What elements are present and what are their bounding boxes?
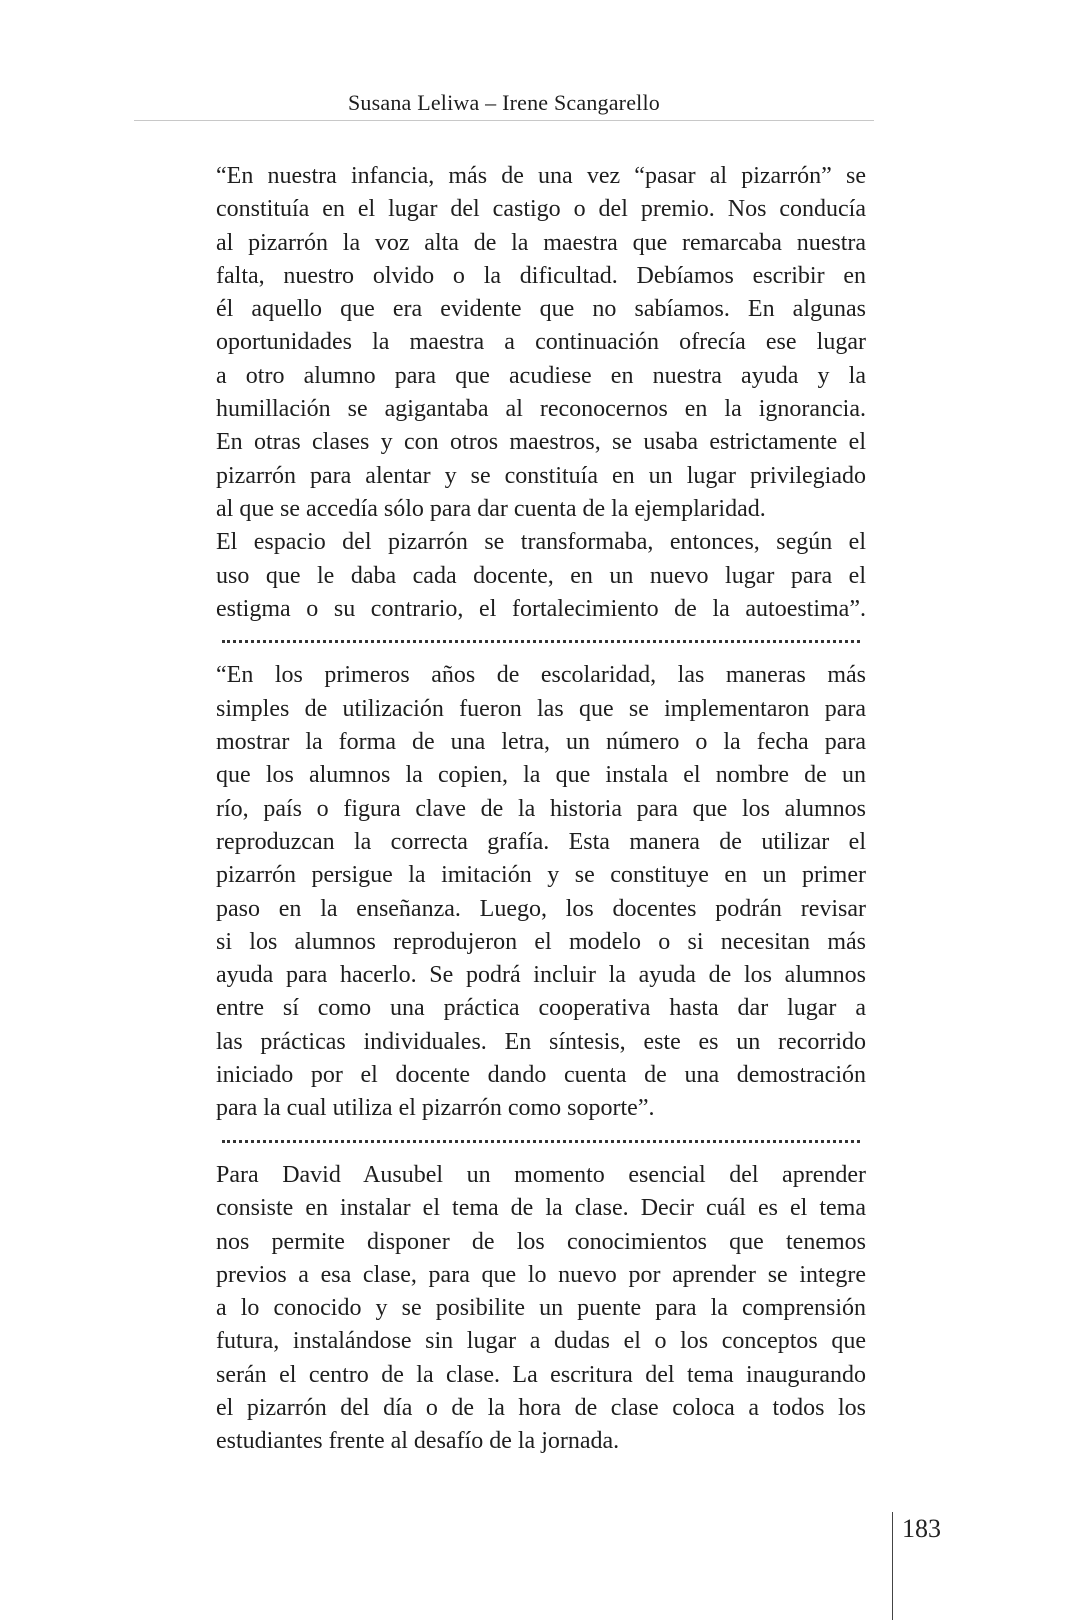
text-line: “En nuestra infancia, más de una vez “pasar al pizarrón” se xyxy=(216,163,866,189)
text-line: consiste en instalar el tema de la clase. Decir cuál es el tema xyxy=(216,1195,866,1222)
page-body xyxy=(216,160,866,1459)
text-line: El espacio del pizarrón se transformaba, entonces, según el xyxy=(216,529,866,556)
text-line: mostrar la forma de una letra, un número o la fecha para xyxy=(216,729,866,756)
page-number-rule xyxy=(892,1512,893,1620)
text-line: río, país o figura clave de la historia para que los alumnos xyxy=(216,795,866,822)
text-line: humillación se agigantaba al reconocernos en la ignorancia. xyxy=(216,396,866,423)
text-line: oportunidades la maestra a continuación ofrecía ese lugar xyxy=(216,329,866,356)
text-line: el pizarrón del día o de la hora de clase coloca a todos los xyxy=(216,1394,866,1421)
text-line: serán el centro de la clase. La escritura del tema inaugurando xyxy=(216,1361,866,1388)
text-line: al que se accedía sólo para dar cuenta de la ejemplaridad. xyxy=(216,495,766,522)
text-line: ayuda para hacerlo. Se podrá incluir la ayuda de los alumnos xyxy=(216,962,866,989)
quote-block-infancy xyxy=(216,160,866,626)
text-line: futura, instalándose sin lugar a dudas el o los conceptos que xyxy=(216,1328,866,1355)
text-line: falta, nuestro olvido o la dificultad. Debíamos escribir en xyxy=(216,262,866,289)
text-line: constituía en el lugar del castigo o del premio. Nos conducía xyxy=(216,196,866,223)
text-line: pizarrón para alentar y se constituía en un lugar privilegiado xyxy=(216,462,866,489)
text-line: pizarrón persigue la imitación y se constituye en un primer xyxy=(216,862,866,889)
text-line: estudiantes frente al desafío de la jornada. xyxy=(216,1428,620,1455)
dotted-rule xyxy=(222,1140,860,1143)
running-head-title: Susana Leliwa – Irene Scangarello xyxy=(347,90,661,115)
text-line: simples de utilización fueron las que se implementaron para xyxy=(216,695,866,722)
text-line: a otro alumno para que acudiese en nuestra ayuda y la xyxy=(216,362,866,389)
dotted-separator xyxy=(216,1126,866,1159)
text-line: paso en la enseñanza. Luego, los docentes podrán revisar xyxy=(216,895,866,922)
dotted-separator xyxy=(216,626,866,659)
dotted-rule xyxy=(222,640,860,643)
text-line: Para David Ausubel un momento esencial del aprender xyxy=(216,1161,866,1188)
paragraph-ausubel xyxy=(216,1159,866,1459)
text-line: él aquello que era evidente que no sabíamos. En algunas xyxy=(216,296,866,323)
text-line: reproduzcan la correcta grafía. Esta manera de utilizar el xyxy=(216,828,866,855)
text-line: entre sí como una práctica cooperativa hasta dar lugar a xyxy=(216,995,866,1022)
text-line: si los alumnos reprodujeron el modelo o si necesitan más xyxy=(216,928,866,955)
text-line: iniciado por el docente dando cuenta de una demostración xyxy=(216,1062,866,1089)
text-line: “En los primeros años de escolaridad, las maneras más xyxy=(216,662,866,689)
text-line: estigma o su contrario, el fortalecimiento de la autoestima”. xyxy=(216,595,866,622)
text-line: para la cual utiliza el pizarrón como soporte”. xyxy=(216,1095,655,1122)
page-number: 183 xyxy=(902,1514,941,1543)
text-line: las prácticas individuales. En síntesis, este es un recorrido xyxy=(216,1028,866,1055)
text-line: uso que le daba cada docente, en un nuevo lugar para el xyxy=(216,562,866,589)
text-line: que los alumnos la copien, la que instala el nombre de un xyxy=(216,762,866,789)
running-head xyxy=(134,86,874,121)
text-line: En otras clases y con otros maestros, se usaba estrictamente el xyxy=(216,429,866,456)
text-line: al pizarrón la voz alta de la maestra que remarcaba nuestra xyxy=(216,229,866,256)
quote-block-schooling xyxy=(216,659,866,1125)
text-line: nos permite disponer de los conocimientos que tenemos xyxy=(216,1228,866,1255)
text-line: a lo conocido y se posibilite un puente para la comprensión xyxy=(216,1295,866,1322)
text-line: previos a esa clase, para que lo nuevo por aprender se integre xyxy=(216,1261,866,1288)
